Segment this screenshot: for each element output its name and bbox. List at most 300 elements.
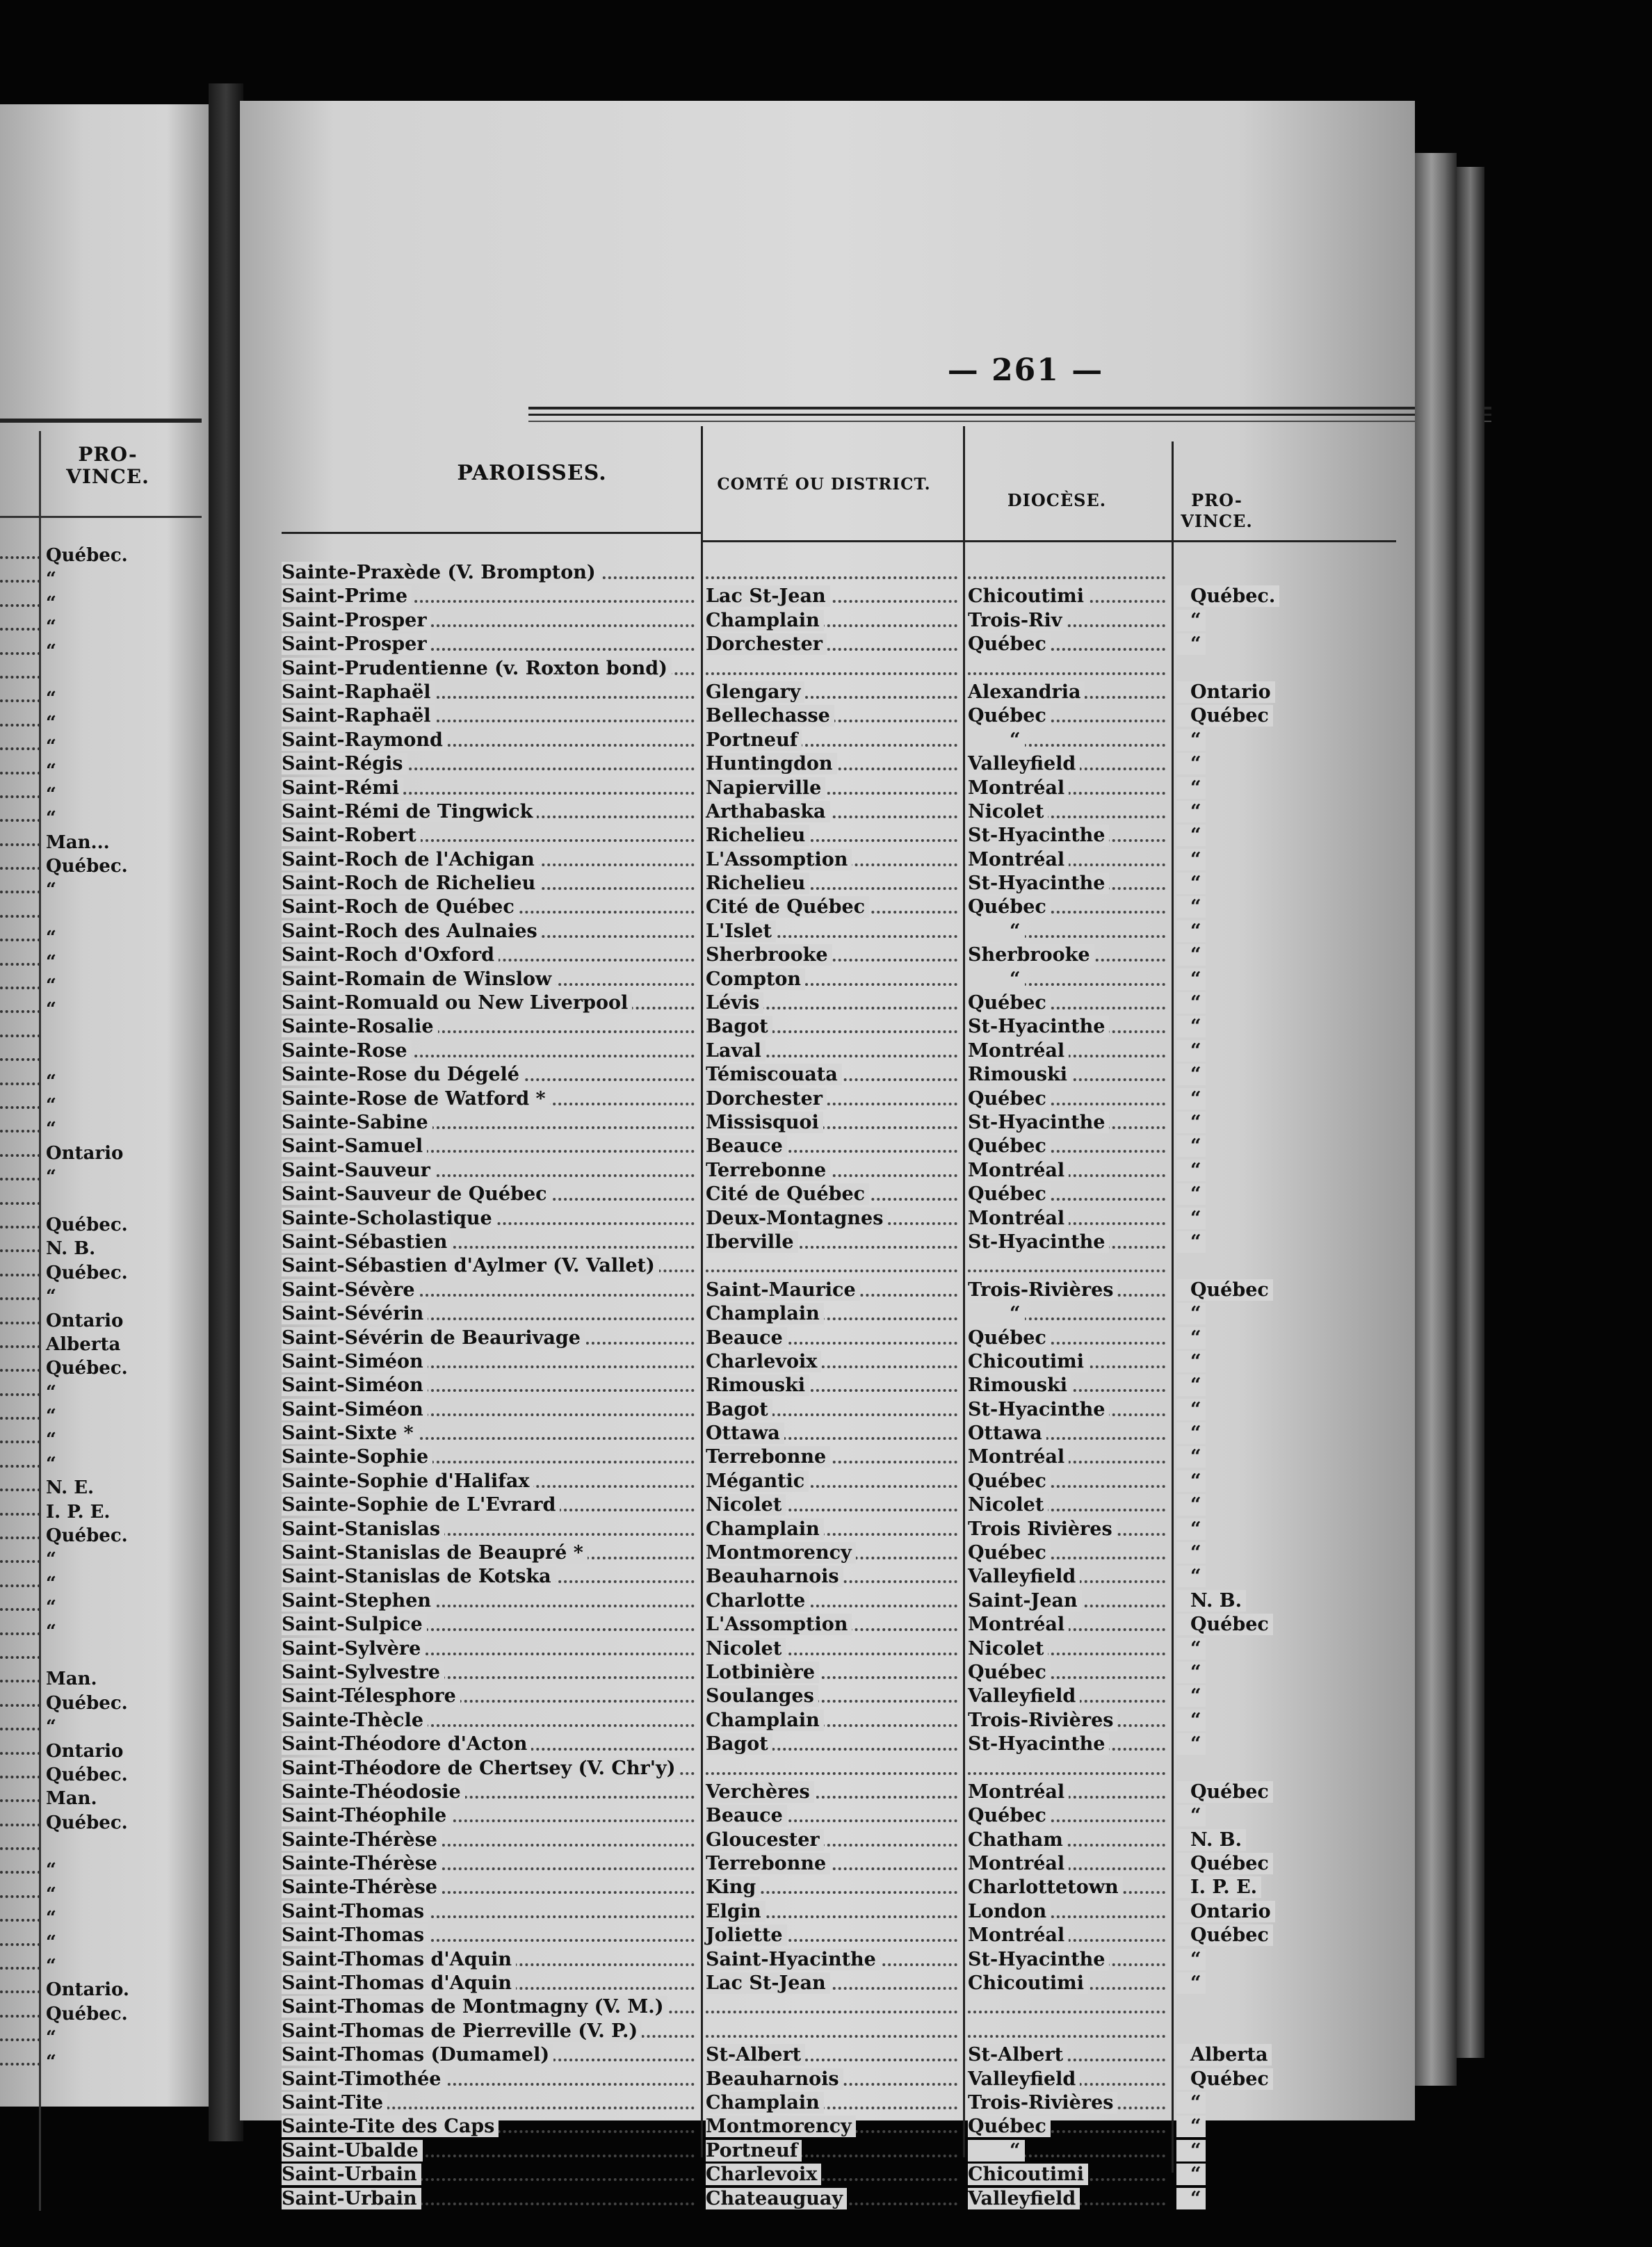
- left-province-value: Québec.: [46, 1525, 128, 1547]
- comte-cell: Charlevoix: [706, 2164, 821, 2185]
- table-row: [706, 1350, 962, 1374]
- diocese-cell: Montréal: [968, 1614, 1069, 1635]
- table-row: [968, 729, 1169, 752]
- table-row: [1176, 1111, 1281, 1135]
- left-province-value: “: [46, 951, 56, 973]
- comte-cell: Soulanges: [706, 1685, 818, 1707]
- comte-cell: [706, 1255, 710, 1276]
- table-row: [282, 895, 699, 919]
- left-province-value: “: [46, 1908, 56, 1929]
- paroisse-cell: Saint-Sévère: [282, 1279, 419, 1301]
- table-row: [968, 1207, 1169, 1231]
- table-row: [282, 1876, 699, 1899]
- table-row: [282, 777, 699, 800]
- table-row: [1176, 920, 1281, 943]
- comte-cell: Chateauguay: [706, 2188, 847, 2209]
- table-row: [968, 943, 1169, 967]
- table-row: [1176, 872, 1281, 895]
- left-province-row: [0, 567, 209, 591]
- page-edge: [1415, 153, 1457, 2086]
- table-row: [706, 2091, 962, 2115]
- comte-cell: Verchères: [706, 1781, 814, 1803]
- paroisse-cell: Saint-Prosper: [282, 633, 431, 655]
- province-cell: “: [1176, 825, 1206, 846]
- province-cell: [1176, 658, 1195, 679]
- table-row: [1176, 800, 1281, 824]
- table-row: [968, 1087, 1169, 1111]
- province-cell: Ontario: [1176, 1901, 1275, 1922]
- table-row: [968, 1470, 1169, 1493]
- diocese-cell: Québec: [968, 1183, 1051, 1205]
- table-row: [706, 1757, 962, 1780]
- comte-cell: [706, 562, 710, 583]
- table-row: [282, 2068, 699, 2091]
- left-province-row: [0, 902, 209, 926]
- left-province-row: [0, 1644, 209, 1667]
- dot-leader: [0, 2015, 40, 2018]
- table-row: [706, 1685, 962, 1708]
- left-province-value: “: [46, 688, 56, 710]
- diocese-cell: Nicolet: [968, 1494, 1048, 1516]
- paroisse-cell: Saint-Raphaël: [282, 705, 435, 727]
- table-row: [1176, 681, 1281, 704]
- province-cell: “: [1176, 1972, 1206, 1994]
- province-cell: “: [1176, 2092, 1206, 2114]
- dot-leader: [968, 2011, 1165, 2013]
- left-province-value: “: [46, 1406, 56, 1427]
- province-cell: “: [1176, 1303, 1206, 1324]
- diocese-cell: Québec: [968, 992, 1051, 1014]
- dot-leader: [0, 1943, 40, 1946]
- table-row: [282, 2187, 699, 2211]
- left-province-row: [0, 854, 209, 878]
- province-cell: “: [1176, 2164, 1206, 2185]
- dot-leader: [0, 1106, 40, 1109]
- comte-cell: Beauce: [706, 1135, 787, 1157]
- left-province-row: [0, 735, 209, 759]
- table-row: [706, 1876, 962, 1899]
- table-row: [1176, 1445, 1281, 1469]
- left-province-row: [0, 806, 209, 830]
- diocese-cell: Québec: [968, 896, 1051, 918]
- dot-leader: [0, 1824, 40, 1826]
- table-row: [706, 609, 962, 633]
- table-row: [706, 1254, 962, 1278]
- diocese-cell: Québec: [968, 1470, 1051, 1492]
- left-province-row: [0, 663, 209, 687]
- table-row: [282, 1327, 699, 1350]
- diocese-cell: Québec: [968, 1135, 1051, 1157]
- diocese-cell: Nicolet: [968, 1638, 1048, 1660]
- table-row: [706, 991, 962, 1015]
- table-row: [706, 1039, 962, 1063]
- table-row: [968, 561, 1169, 585]
- left-province-row: [0, 1500, 209, 1524]
- table-row: [1176, 1780, 1281, 1804]
- table-row: [706, 1589, 962, 1613]
- table-row: [1176, 848, 1281, 872]
- table-row: [282, 1733, 699, 1756]
- table-row: [282, 1518, 699, 1541]
- table-row: [1176, 704, 1281, 728]
- table-row: [968, 1111, 1169, 1135]
- comte-cell: Cité de Québec: [706, 1183, 869, 1205]
- dot-leader: [0, 628, 40, 631]
- table-row: [968, 1876, 1169, 1899]
- table-row: [706, 1733, 962, 1756]
- table-row: [282, 991, 699, 1015]
- table-row: [968, 1852, 1169, 1876]
- province-cell: Québec: [1176, 705, 1273, 727]
- paroisse-cell: Saint-Stanislas: [282, 1518, 444, 1540]
- left-province-row: [0, 1524, 209, 1548]
- table-row: [1176, 2043, 1281, 2067]
- province-cell: “: [1176, 729, 1206, 751]
- province-cell: “: [1176, 896, 1206, 918]
- paroisse-cell: Sainte-Praxède (V. Brompton): [282, 562, 600, 583]
- header-diocese: DIOCÈSE.: [1007, 490, 1107, 510]
- comte-cell: Charlevoix: [706, 1351, 821, 1372]
- left-province-row: [0, 831, 209, 854]
- table-row: [282, 2091, 699, 2115]
- table-row: [1176, 1709, 1281, 1733]
- dot-leader: [0, 843, 40, 846]
- diocese-cell: Québec: [968, 2116, 1051, 2137]
- table-row: [1176, 633, 1281, 656]
- comte-cell: L'Islet: [706, 920, 776, 942]
- paroisse-cell: Sainte-Thérèse: [282, 1853, 442, 1874]
- left-province-value: Alberta: [46, 1333, 121, 1355]
- table-row: [706, 1445, 962, 1469]
- diocese-cell: Québec: [968, 1662, 1051, 1683]
- table-row: [282, 609, 699, 633]
- table-row: [968, 585, 1169, 608]
- diocese-cell: “: [968, 2140, 1025, 2161]
- left-province-row: [0, 1931, 209, 1954]
- dot-leader: [0, 580, 40, 583]
- diocese-cell: Chicoutimi: [968, 585, 1088, 607]
- province-cell: [1176, 1996, 1195, 2018]
- table-row: [968, 2020, 1169, 2043]
- dot-leader: [0, 1010, 40, 1013]
- diocese-cell: St-Hyacinthe: [968, 1399, 1109, 1420]
- left-province-row: [0, 1142, 209, 1165]
- header-province: PRO- VINCE.: [1181, 490, 1253, 531]
- header-rule: [701, 540, 1396, 542]
- paroisse-cell: Saint-Romain de Winslow: [282, 968, 556, 990]
- paroisse-cell: Saint-Rémi: [282, 777, 403, 799]
- province-cell: “: [1176, 873, 1206, 894]
- table-row: [282, 1111, 699, 1135]
- table-row: [282, 1541, 699, 1565]
- table-row: [1176, 1828, 1281, 1852]
- province-cell: Québec: [1176, 2068, 1273, 2090]
- table-row: [968, 1804, 1169, 1828]
- dot-leader: [968, 672, 1165, 675]
- dot-leader: [0, 891, 40, 893]
- table-row: [706, 848, 962, 872]
- table-row: [282, 1948, 699, 1972]
- table-row: [282, 2139, 699, 2163]
- dot-leader: [0, 1656, 40, 1659]
- table-row: [1176, 895, 1281, 919]
- table-row: [706, 1135, 962, 1158]
- left-province-row: [0, 783, 209, 806]
- table-row: [1176, 2020, 1281, 2043]
- paroisse-cell: Saint-Sévérin de Beaurivage: [282, 1327, 585, 1349]
- left-province-value: Québec.: [46, 856, 128, 877]
- left-province-row: [0, 640, 209, 663]
- left-province-value: “: [46, 975, 56, 997]
- paroisse-cell: Saint-Thomas: [282, 1924, 428, 1946]
- province-cell: “: [1176, 1327, 1206, 1349]
- dot-leader: [0, 1632, 40, 1635]
- dot-leader: [0, 1441, 40, 1443]
- comte-cell: King: [706, 1876, 760, 1898]
- dot-leader: [0, 1297, 40, 1300]
- left-province-value: Ontario.: [46, 1979, 129, 2001]
- table-row: [706, 1493, 962, 1517]
- province-cell: “: [1176, 1399, 1206, 1420]
- table-row: [1176, 657, 1281, 681]
- dot-leader: [0, 604, 40, 607]
- table-row: [282, 561, 699, 585]
- left-province-row: [0, 1883, 209, 1906]
- dot-leader: [706, 1772, 957, 1775]
- paroisse-cell: Saint-Urbain: [282, 2188, 421, 2209]
- province-cell: Alberta: [1176, 2044, 1272, 2066]
- left-province-value: “: [46, 1381, 56, 1403]
- province-cell: “: [1176, 992, 1206, 1014]
- table-row: [968, 872, 1169, 895]
- left-province-row: [0, 1428, 209, 1452]
- table-row: [1176, 1183, 1281, 1206]
- comte-cell: Elgin: [706, 1901, 766, 1922]
- dot-leader: [0, 1967, 40, 1970]
- table-row: [706, 1063, 962, 1087]
- left-province-value: “: [46, 640, 56, 662]
- province-cell: [1176, 2020, 1195, 2042]
- dot-leader: [0, 1322, 40, 1324]
- diocese-cell: [968, 562, 972, 583]
- top-rule: [528, 421, 1491, 422]
- left-province-value: “: [46, 808, 56, 829]
- left-province-column: [0, 544, 209, 2074]
- diocese-cell: [968, 1255, 972, 1276]
- table-row: [968, 2115, 1169, 2139]
- diocese-cell: Trois-Rivières: [968, 1279, 1117, 1301]
- table-row: [282, 1254, 699, 1278]
- province-cell: “: [1176, 1733, 1206, 1755]
- table-row: [968, 1613, 1169, 1637]
- left-province-value: “: [46, 999, 56, 1021]
- diocese-cell: Charlottetown: [968, 1876, 1123, 1898]
- left-province-value: “: [46, 927, 56, 949]
- comte-cell: Deux-Montagnes: [706, 1208, 887, 1229]
- province-cell: “: [1176, 1135, 1206, 1157]
- table-row: [706, 1900, 962, 1924]
- diocese-cell: Rimouski: [968, 1064, 1071, 1085]
- paroisse-cell: Saint-Télesphore: [282, 1685, 460, 1707]
- dot-leader: [0, 2063, 40, 2066]
- province-cell: “: [1176, 1422, 1206, 1444]
- table-row: [706, 968, 962, 991]
- paroisse-cell: Sainte-Sophie: [282, 1446, 432, 1468]
- table-row: [1176, 1852, 1281, 1876]
- province-cell: “: [1176, 944, 1206, 966]
- table-row: [968, 1733, 1169, 1756]
- province-cell: Québec: [1176, 1853, 1273, 1874]
- comte-cell: L'Assomption: [706, 1614, 852, 1635]
- left-province-value: Man.: [46, 1669, 97, 1690]
- table-row: [282, 1852, 699, 1876]
- left-province-header: PRO- VINCE.: [66, 443, 149, 488]
- table-row: [968, 2139, 1169, 2163]
- dot-leader: [0, 1488, 40, 1491]
- table-row: [1176, 1254, 1281, 1278]
- table-row: [282, 1995, 699, 2019]
- table-row: [282, 1231, 699, 1254]
- left-province-row: [0, 1213, 209, 1237]
- province-cell: Québec: [1176, 1614, 1273, 1635]
- table-row: [968, 1900, 1169, 1924]
- table-row: [706, 1924, 962, 1947]
- table-row: [282, 1685, 699, 1708]
- left-province-value: Ontario: [46, 1310, 124, 1331]
- table-row: [1176, 1470, 1281, 1493]
- table-row: [1176, 1015, 1281, 1039]
- comte-cell: Champlain: [706, 2092, 824, 2114]
- table-row: [1176, 1039, 1281, 1063]
- table-row: [706, 704, 962, 728]
- left-province-value: Québec.: [46, 1214, 128, 1235]
- table-row: [1176, 1589, 1281, 1613]
- table-row: [1176, 1541, 1281, 1565]
- province-cell: “: [1176, 1446, 1206, 1468]
- left-province-value: “: [46, 736, 56, 758]
- table-row: [968, 1518, 1169, 1541]
- table-row: [706, 1302, 962, 1326]
- table-row: [706, 1541, 962, 1565]
- paroisse-cell: Saint-Sauveur: [282, 1160, 435, 1181]
- diocese-cell: Trois-Riv: [968, 610, 1066, 631]
- comte-cell: Champlain: [706, 1518, 824, 1540]
- comte-cell: Beauce: [706, 1805, 787, 1826]
- dot-leader: [0, 963, 40, 966]
- table-row: [282, 1039, 699, 1063]
- comte-cell: Portneuf: [706, 729, 802, 751]
- comte-cell: Nicolet: [706, 1638, 786, 1660]
- diocese-cell: Valleyfield: [968, 1566, 1080, 1587]
- province-cell: “: [1176, 1064, 1206, 1085]
- left-province-value: “: [46, 1573, 56, 1594]
- table-row: [706, 2187, 962, 2211]
- left-province-row: [0, 615, 209, 639]
- left-top-rule: [0, 419, 202, 423]
- table-row: [968, 1924, 1169, 1947]
- table-row: [968, 777, 1169, 800]
- diocese-cell: Montréal: [968, 1446, 1069, 1468]
- dot-leader: [706, 576, 957, 579]
- table-row: [706, 2139, 962, 2163]
- dot-leader: [0, 1417, 40, 1420]
- left-province-value: Man.: [46, 1788, 97, 1810]
- left-province-value: Québec.: [46, 1358, 128, 1379]
- table-row: [1176, 2163, 1281, 2187]
- left-province-row: [0, 1954, 209, 1978]
- table-row: [1176, 1733, 1281, 1756]
- table-row: [706, 1279, 962, 1302]
- header-rule: [282, 532, 702, 534]
- table-row: [968, 1685, 1169, 1708]
- paroisse-cell: Saint-Thomas: [282, 1901, 428, 1922]
- left-province-row: [0, 1787, 209, 1810]
- comte-cell: Beauharnois: [706, 2068, 843, 2090]
- table-row: [968, 1398, 1169, 1422]
- table-row: [968, 1995, 1169, 2019]
- left-province-value: “: [46, 1931, 56, 1953]
- table-row: [282, 1972, 699, 1995]
- comte-cell: Huntingdon: [706, 753, 837, 774]
- table-row: [1176, 2139, 1281, 2163]
- paroisse-cell: Saint-Sulpice: [282, 1614, 427, 1635]
- province-column: [1176, 561, 1281, 2211]
- diocese-cell: Sherbrooke: [968, 944, 1094, 966]
- left-province-row: [0, 1381, 209, 1404]
- paroisse-cell: Saint-Roch de Richelieu: [282, 873, 540, 894]
- table-row: [282, 1445, 699, 1469]
- province-cell: “: [1176, 1040, 1206, 1062]
- table-row: [968, 1972, 1169, 1995]
- table-row: [282, 1183, 699, 1206]
- paroisse-cell: Saint-Thomas (Dumamel): [282, 2044, 553, 2066]
- table-row: [1176, 1063, 1281, 1087]
- left-province-row: [0, 878, 209, 902]
- comte-cell: Mégantic: [706, 1470, 809, 1492]
- diocese-cell: Trois Rivières: [968, 1518, 1117, 1540]
- dot-leader: [968, 1269, 1165, 1272]
- left-province-row: [0, 1070, 209, 1094]
- table-row: [968, 1565, 1169, 1589]
- table-row: [968, 1135, 1169, 1158]
- left-province-row: [0, 1190, 209, 1213]
- paroisse-cell: Saint-Sébastien: [282, 1231, 451, 1253]
- province-cell: “: [1176, 1638, 1206, 1660]
- diocese-cell: St-Hyacinthe: [968, 1733, 1109, 1755]
- dot-leader: [0, 1895, 40, 1898]
- table-row: [1176, 2115, 1281, 2139]
- table-row: [1176, 1422, 1281, 1445]
- table-row: [706, 1207, 962, 1231]
- table-row: [1176, 1159, 1281, 1183]
- book-gutter: [209, 83, 243, 2141]
- table-row: [968, 991, 1169, 1015]
- diocese-cell: Montréal: [968, 849, 1069, 870]
- left-province-value: N. B.: [46, 1238, 96, 1260]
- table-row: [1176, 943, 1281, 967]
- diocese-cell: Chatham: [968, 1829, 1067, 1851]
- comte-cell: Saint-Hyacinthe: [706, 1949, 880, 1970]
- dot-leader: [0, 1274, 40, 1276]
- comte-cell: Compton: [706, 968, 805, 990]
- dot-leader: [706, 2011, 957, 2013]
- dot-leader: [0, 1202, 40, 1205]
- comte-cell: Missisquoi: [706, 1112, 823, 1133]
- table-row: [1176, 991, 1281, 1015]
- paroisse-cell: Saint-Prime: [282, 585, 412, 607]
- table-row: [282, 1589, 699, 1613]
- dot-leader: [0, 1776, 40, 1778]
